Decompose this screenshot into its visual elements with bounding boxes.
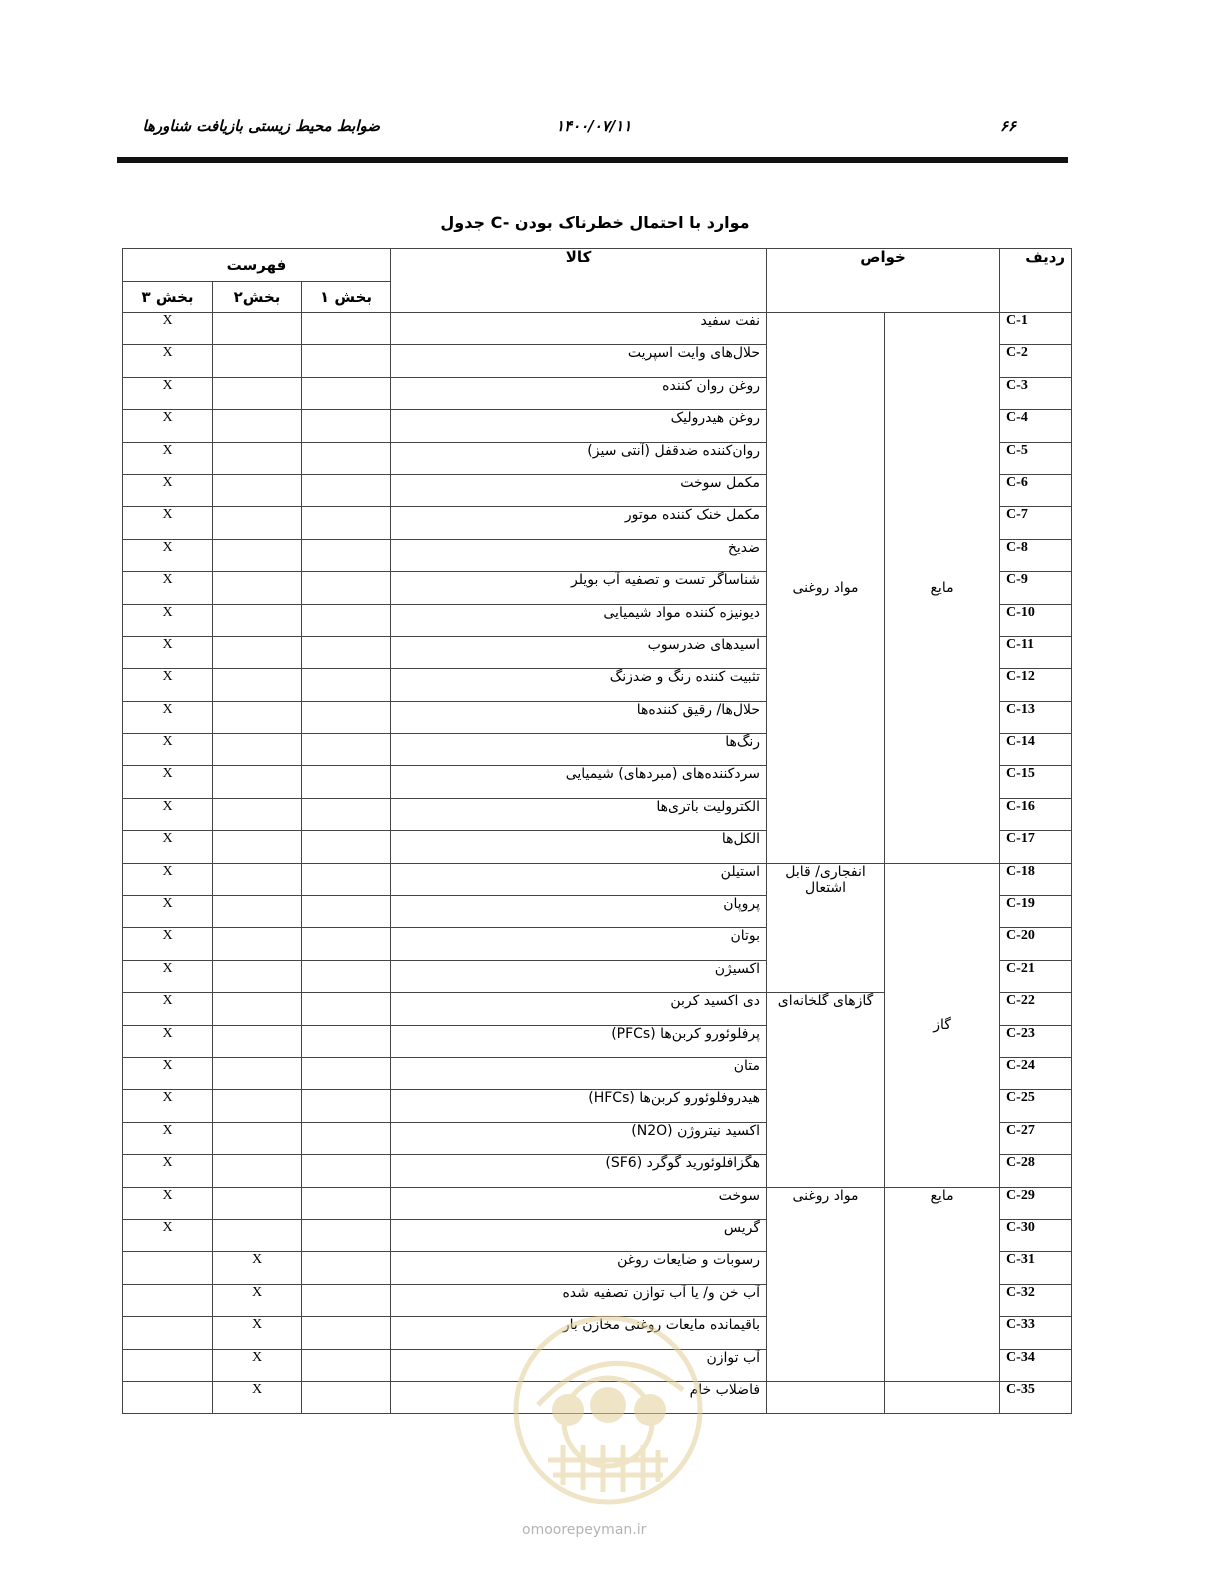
row-bakhsh-3 [123,1284,213,1316]
row-bakhsh-3: X [123,1219,213,1251]
row-bakhsh-3: X [123,539,213,571]
row-code: C-10 [1000,604,1072,636]
row-item: رسوبات و ضایعات روغن [391,1252,767,1284]
row-bakhsh-2 [213,993,302,1025]
header-kala: کالا [391,249,767,313]
row-bakhsh-3: X [123,928,213,960]
row-item: الکل‌ها [391,831,767,863]
row-bakhsh-1 [302,863,391,895]
row-code: C-35 [1000,1381,1072,1413]
row-code: C-19 [1000,896,1072,928]
row-bakhsh-3 [123,1252,213,1284]
row-bakhsh-3: X [123,377,213,409]
row-bakhsh-1 [302,798,391,830]
row-bakhsh-2 [213,928,302,960]
row-bakhsh-2 [213,863,302,895]
row-item: روغن روان کننده [391,377,767,409]
hazardous-items-table [122,248,1071,1414]
row-bakhsh-3 [123,1349,213,1381]
row-code: C-9 [1000,572,1072,604]
table-caption: جدول C- موارد با احتمال خطرناک بودن [440,213,750,232]
row-bakhsh-1 [302,1155,391,1187]
row-bakhsh-1 [302,474,391,506]
row-bakhsh-1 [302,1187,391,1219]
row-item: پرفلوئورو کربن‌ها (PFCs) [391,1025,767,1057]
row-bakhsh-1 [302,896,391,928]
row-bakhsh-1 [302,313,391,345]
row-bakhsh-2: X [213,1252,302,1284]
row-code: C-3 [1000,377,1072,409]
row-bakhsh-1 [302,960,391,992]
header-bakhsh-3: بخش ۳ [123,282,213,313]
row-item: الکترولیت باتری‌ها [391,798,767,830]
row-code: C-28 [1000,1155,1072,1187]
row-bakhsh-1 [302,669,391,701]
row-bakhsh-2: X [213,1317,302,1349]
row-bakhsh-3: X [123,734,213,766]
row-code: C-25 [1000,1090,1072,1122]
row-bakhsh-1 [302,1025,391,1057]
row-bakhsh-2 [213,1219,302,1251]
header-bakhsh-1: بخش ۱ [302,282,391,313]
row-bakhsh-3: X [123,831,213,863]
header-khavas: خواص [767,249,1000,313]
row-code: C-7 [1000,507,1072,539]
row-item: فاضلاب خام [391,1381,767,1413]
row-bakhsh-2 [213,604,302,636]
row-item: بوتان [391,928,767,960]
row-item: سردکننده‌های (مبردهای) شیمیایی [391,766,767,798]
row-bakhsh-2 [213,1025,302,1057]
row-bakhsh-3: X [123,313,213,345]
row-bakhsh-1 [302,766,391,798]
row-bakhsh-1 [302,539,391,571]
row-bakhsh-3: X [123,636,213,668]
row-item: گریس [391,1219,767,1251]
page-number: ۶۶ [1000,117,1017,135]
property-category-cell [767,1381,885,1413]
row-bakhsh-1 [302,1349,391,1381]
row-bakhsh-2 [213,572,302,604]
row-item: مکمل خنک کننده موتور [391,507,767,539]
row-bakhsh-2 [213,539,302,571]
running-header-title: ضوابط محیط زیستی بازیافت شناورها [142,117,380,135]
row-bakhsh-1 [302,1090,391,1122]
row-bakhsh-3: X [123,474,213,506]
row-bakhsh-3: X [123,960,213,992]
row-bakhsh-1 [302,1317,391,1349]
row-bakhsh-3: X [123,701,213,733]
row-code: C-23 [1000,1025,1072,1057]
row-bakhsh-3: X [123,1122,213,1154]
row-item: رنگ‌ها [391,734,767,766]
row-bakhsh-1 [302,377,391,409]
row-item: حلال‌های وایت اسپریت [391,345,767,377]
row-item: نفت سفید [391,313,767,345]
row-bakhsh-3: X [123,1025,213,1057]
row-code: C-33 [1000,1317,1072,1349]
row-item: دی اکسید کربن [391,993,767,1025]
row-bakhsh-2: X [213,1349,302,1381]
row-bakhsh-3: X [123,410,213,442]
property-state-cell: مایع [885,313,1000,864]
row-code: C-22 [1000,993,1072,1025]
row-bakhsh-1 [302,831,391,863]
row-bakhsh-2: X [213,1284,302,1316]
property-category-cell: مواد روغنی [767,313,885,864]
row-bakhsh-1 [302,507,391,539]
row-bakhsh-1 [302,993,391,1025]
row-bakhsh-1 [302,636,391,668]
row-bakhsh-2 [213,1187,302,1219]
row-item: تثبیت کننده رنگ و ضدزنگ [391,669,767,701]
row-bakhsh-1 [302,1122,391,1154]
row-bakhsh-2 [213,960,302,992]
row-item: اکسیژن [391,960,767,992]
row-bakhsh-2 [213,442,302,474]
row-bakhsh-3: X [123,863,213,895]
row-bakhsh-2 [213,734,302,766]
row-item: آب توازن [391,1349,767,1381]
row-bakhsh-3: X [123,896,213,928]
row-code: C-4 [1000,410,1072,442]
property-category-cell: مواد روغنی [767,1187,885,1381]
row-code: C-11 [1000,636,1072,668]
row-bakhsh-3: X [123,669,213,701]
row-code: C-15 [1000,766,1072,798]
row-bakhsh-2 [213,896,302,928]
row-bakhsh-2: X [213,1381,302,1413]
row-bakhsh-3: X [123,993,213,1025]
table-row [123,1381,1072,1413]
header-bakhsh-2: بخش۲ [213,282,302,313]
row-item: اکسید نیتروژن (N2O) [391,1122,767,1154]
row-item: ضدیخ [391,539,767,571]
header-radif: ردیف [1000,249,1072,313]
row-item: پروپان [391,896,767,928]
row-code: C-24 [1000,1057,1072,1089]
row-bakhsh-3: X [123,1187,213,1219]
table-row [123,1187,1072,1219]
row-bakhsh-1 [302,410,391,442]
row-bakhsh-3: X [123,1090,213,1122]
header-fehrest: فهرست [123,249,391,282]
table-row [123,313,1072,345]
watermark-website: omoorepeyman.ir [522,1522,647,1538]
table-body [123,313,1072,1414]
row-code: C-5 [1000,442,1072,474]
property-category-cell: گازهای گلخانه‌ای [767,993,885,1187]
row-bakhsh-1 [302,1219,391,1251]
row-code: C-29 [1000,1187,1072,1219]
row-item: آب خن و/ یا آب توازن تصفیه شده [391,1284,767,1316]
row-bakhsh-3: X [123,442,213,474]
row-bakhsh-3: X [123,1057,213,1089]
row-item: مکمل سوخت [391,474,767,506]
row-bakhsh-2 [213,1090,302,1122]
row-bakhsh-1 [302,701,391,733]
row-bakhsh-1 [302,1252,391,1284]
property-category-cell: انفجاری/ قابل اشتعال [767,863,885,993]
row-bakhsh-1 [302,734,391,766]
row-item: هیدروفلوئورو کربن‌ها (HFCs) [391,1090,767,1122]
row-bakhsh-1 [302,572,391,604]
row-item: دیونیزه کننده مواد شیمیایی [391,604,767,636]
row-bakhsh-1 [302,345,391,377]
row-item: هگزافلوئورید گوگرد (SF6) [391,1155,767,1187]
row-item: روان‌کننده ضدقفل (آنتی سیز) [391,442,767,474]
property-state-cell: مایع [885,1187,1000,1381]
row-bakhsh-2 [213,1155,302,1187]
row-code: C-14 [1000,734,1072,766]
row-bakhsh-1 [302,1057,391,1089]
row-bakhsh-2 [213,669,302,701]
row-code: C-16 [1000,798,1072,830]
row-item: حلال‌ها/ رقیق کننده‌ها [391,701,767,733]
row-bakhsh-2 [213,798,302,830]
row-bakhsh-3: X [123,572,213,604]
row-bakhsh-2 [213,636,302,668]
row-bakhsh-3 [123,1381,213,1413]
row-item: اسیدهای ضدرسوب [391,636,767,668]
row-bakhsh-3: X [123,766,213,798]
row-bakhsh-2 [213,377,302,409]
row-bakhsh-2 [213,345,302,377]
row-bakhsh-3: X [123,507,213,539]
header-rule [117,157,1068,163]
row-bakhsh-1 [302,1284,391,1316]
row-bakhsh-3 [123,1317,213,1349]
row-bakhsh-3: X [123,1155,213,1187]
running-header-date: ۱۴۰۰/۰۷/۱۱ [556,117,632,135]
table-row [123,863,1072,895]
row-bakhsh-3: X [123,604,213,636]
row-bakhsh-3: X [123,345,213,377]
row-code: C-1 [1000,313,1072,345]
row-bakhsh-1 [302,604,391,636]
row-bakhsh-2 [213,313,302,345]
row-code: C-8 [1000,539,1072,571]
row-bakhsh-1 [302,442,391,474]
row-code: C-18 [1000,863,1072,895]
row-bakhsh-2 [213,410,302,442]
row-bakhsh-2 [213,831,302,863]
row-code: C-20 [1000,928,1072,960]
row-bakhsh-2 [213,507,302,539]
row-bakhsh-3: X [123,798,213,830]
row-bakhsh-1 [302,928,391,960]
row-bakhsh-2 [213,474,302,506]
row-code: C-13 [1000,701,1072,733]
row-bakhsh-2 [213,701,302,733]
row-bakhsh-1 [302,1381,391,1413]
row-code: C-17 [1000,831,1072,863]
row-code: C-27 [1000,1122,1072,1154]
row-code: C-21 [1000,960,1072,992]
row-code: C-12 [1000,669,1072,701]
row-item: باقیمانده مایعات روغنی مخازن بار [391,1317,767,1349]
row-bakhsh-2 [213,1122,302,1154]
row-code: C-31 [1000,1252,1072,1284]
row-code: C-6 [1000,474,1072,506]
property-state-cell [885,1381,1000,1413]
row-code: C-34 [1000,1349,1072,1381]
row-code: C-2 [1000,345,1072,377]
row-item: سوخت [391,1187,767,1219]
row-bakhsh-2 [213,766,302,798]
row-code: C-30 [1000,1219,1072,1251]
row-item: روغن هیدرولیک [391,410,767,442]
row-bakhsh-2 [213,1057,302,1089]
row-item: متان [391,1057,767,1089]
row-code: C-32 [1000,1284,1072,1316]
row-item: استیلن [391,863,767,895]
row-item: شناساگر تست و تصفیه آب بویلر [391,572,767,604]
property-state-cell: گاز [885,863,1000,1187]
